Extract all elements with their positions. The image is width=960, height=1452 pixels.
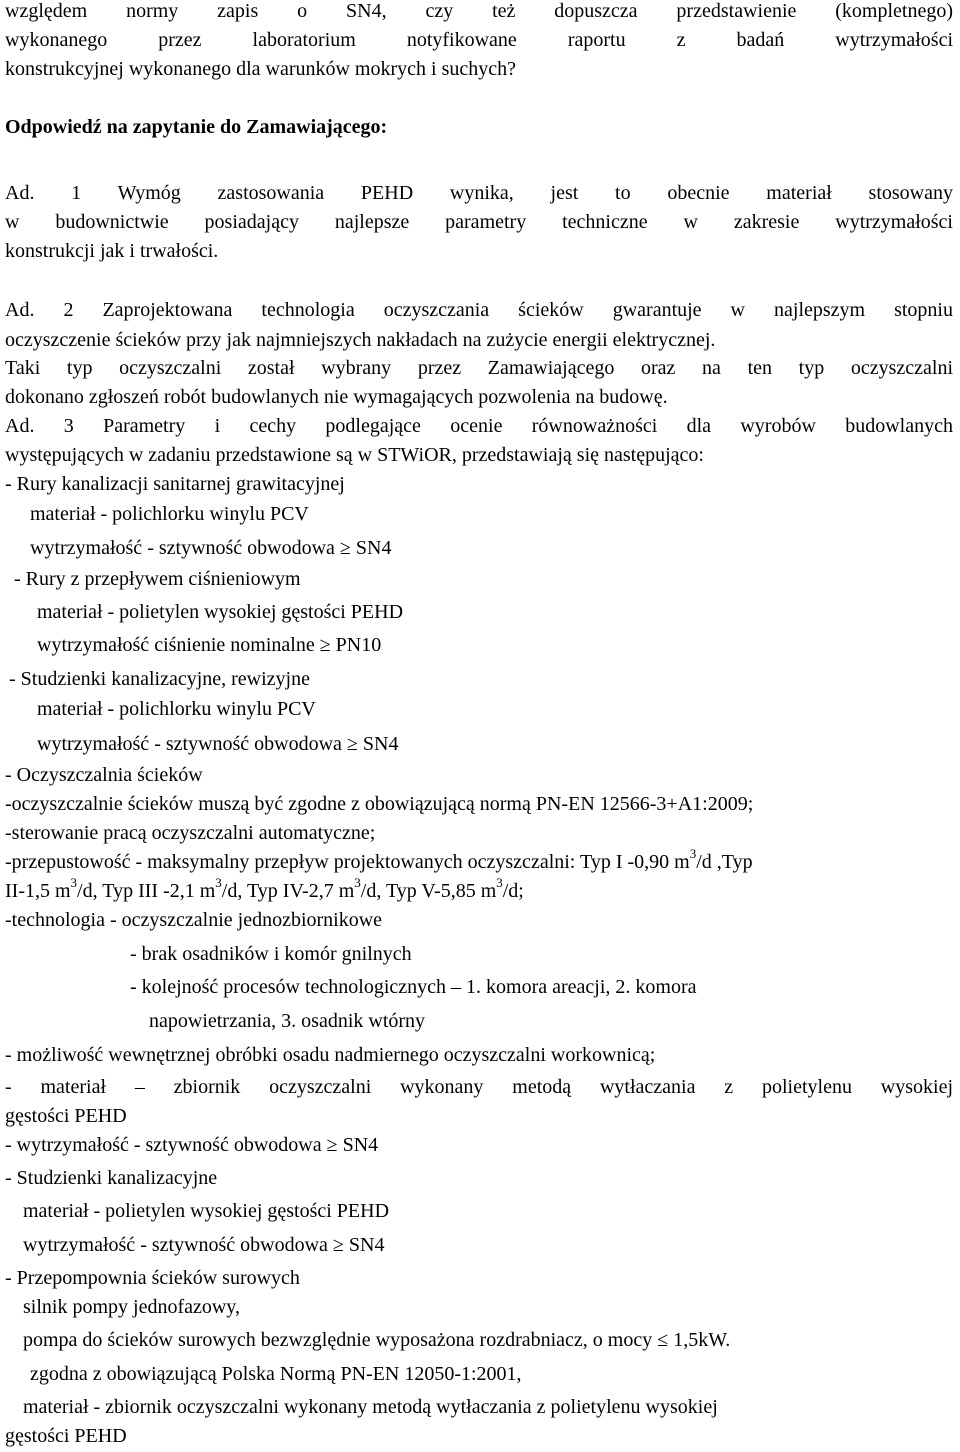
- list-item: gęstości PEHD: [5, 1105, 127, 1127]
- list-item: - Rury z przepływem ciśnieniowym: [14, 568, 301, 590]
- text-line: względem normy zapis o SN4, czy też dopuszcza przedstawienie (kompletnego): [5, 0, 953, 22]
- list-item: - materiał – zbiornik oczyszczalni wykonany metodą wytłaczania z polietylenu wysokiej: [5, 1076, 953, 1098]
- list-item: - Oczyszczalnia ścieków: [5, 764, 203, 786]
- list-item: -technologia - oczyszczalnie jednozbiornikowe: [5, 909, 383, 931]
- list-item: [5, 846, 753, 875]
- text-fragment: /d, Typ III -2,1 m: [77, 880, 216, 902]
- text-line: Taki typ oczyszczalni został wybrany przez Zamawiającego oraz na ten typ oczyszczalni: [5, 357, 953, 379]
- superscript: 3: [70, 875, 78, 891]
- list-item: materiał - polietylen wysokiej gęstości PEHD: [37, 601, 404, 623]
- list-item: -oczyszczalnie ścieków muszą być zgodne z obowiązującą normą PN-EN 12566-3+A1:2009;: [5, 793, 754, 815]
- list-item: - Studzienki kanalizacyjne: [5, 1167, 218, 1189]
- text-line: konstrukcyjnej wykonanego dla warunków mokrych i suchych?: [5, 58, 516, 80]
- text-line: oczyszczenie ścieków przy jak najmniejszych nakładach na zużycie energii elektrycznej.: [5, 329, 716, 351]
- list-item: - brak osadników i komór gnilnych: [130, 943, 412, 965]
- list-item: gęstości PEHD: [5, 1425, 127, 1447]
- text-line: Ad. 2 Zaprojektowana technologia oczyszczania ścieków gwarantuje w najlepszym stopniu: [5, 299, 953, 321]
- superscript: 3: [354, 875, 361, 891]
- list-item: - wytrzymałość - sztywność obwodowa ≥ SN4: [5, 1134, 379, 1156]
- text-line: występujących w zadaniu przedstawione są w STWiOR, przedstawiają się następująco:: [5, 444, 704, 466]
- superscript: 3: [689, 846, 697, 862]
- text-fragment: II-1,5 m: [5, 880, 71, 902]
- text-line: konstrukcji jak i trwałości.: [5, 240, 219, 262]
- text-fragment: /d;: [502, 880, 524, 902]
- text-fragment: /d, Typ IV-2,7 m: [221, 880, 355, 902]
- text-fragment: -przepustowość - maksymalny przepływ projektowanych oczyszczalni: Typ I -0,90 m: [5, 851, 690, 873]
- list-item: [5, 875, 524, 904]
- text-line: w budownictwie posiadający najlepsze parametry techniczne w zakresie wytrzymałości: [5, 211, 953, 233]
- text-line: Ad. 3 Parametry i cechy podlegające ocenie równoważności dla wyrobów budowlanych: [5, 415, 953, 437]
- superscript: 3: [496, 875, 503, 891]
- list-item: wytrzymałość ciśnienie nominalne ≥ PN10: [37, 634, 382, 656]
- list-item: pompa do ścieków surowych bezwzględnie wyposażona rozdrabniacz, o mocy ≤ 1,5kW.: [23, 1329, 731, 1351]
- superscript: 3: [215, 875, 222, 891]
- list-item: - Rury kanalizacji sanitarnej grawitacyjnej: [5, 473, 345, 495]
- text-fragment: /d, Typ V-5,85 m: [360, 880, 497, 902]
- list-item: - kolejność procesów technologicznych – 1. komora areacji, 2. komora: [130, 976, 697, 998]
- list-item: napowietrzania, 3. osadnik wtórny: [149, 1010, 426, 1032]
- list-item: wytrzymałość - sztywność obwodowa ≥ SN4: [37, 733, 399, 755]
- list-item: materiał - zbiornik oczyszczalni wykonany metodą wytłaczania z polietylenu wysokiej: [23, 1396, 718, 1418]
- list-item: - Przepompownia ścieków surowych: [5, 1267, 300, 1289]
- list-item: wytrzymałość - sztywność obwodowa ≥ SN4: [23, 1234, 385, 1256]
- text-line: dokonano zgłoszeń robót budowlanych nie wymagających pozwolenia na budowę.: [5, 386, 668, 408]
- section-heading: Odpowiedź na zapytanie do Zamawiającego:: [5, 116, 388, 138]
- list-item: - Studzienki kanalizacyjne, rewizyjne: [9, 668, 310, 690]
- text-line: Ad. 1 Wymóg zastosowania PEHD wynika, jest to obecnie materiał stosowany: [5, 182, 953, 204]
- list-item: - możliwość wewnętrznej obróbki osadu nadmiernego oczyszczalni workownicą;: [5, 1044, 656, 1066]
- text-fragment: /d ,Typ: [696, 851, 753, 873]
- list-item: materiał - polichlorku winylu PCV: [30, 503, 309, 525]
- list-item: silnik pompy jednofazowy,: [23, 1296, 241, 1318]
- list-item: materiał - polietylen wysokiej gęstości PEHD: [23, 1200, 390, 1222]
- list-item: materiał - polichlorku winylu PCV: [37, 698, 316, 720]
- list-item: wytrzymałość - sztywność obwodowa ≥ SN4: [30, 537, 392, 559]
- list-item: -sterowanie pracą oczyszczalni automatyczne;: [5, 822, 376, 844]
- list-item: zgodna z obowiązującą Polska Normą PN-EN 12050-1:2001,: [30, 1363, 522, 1385]
- text-line: wykonanego przez laboratorium notyfikowane raportu z badań wytrzymałości: [5, 29, 953, 51]
